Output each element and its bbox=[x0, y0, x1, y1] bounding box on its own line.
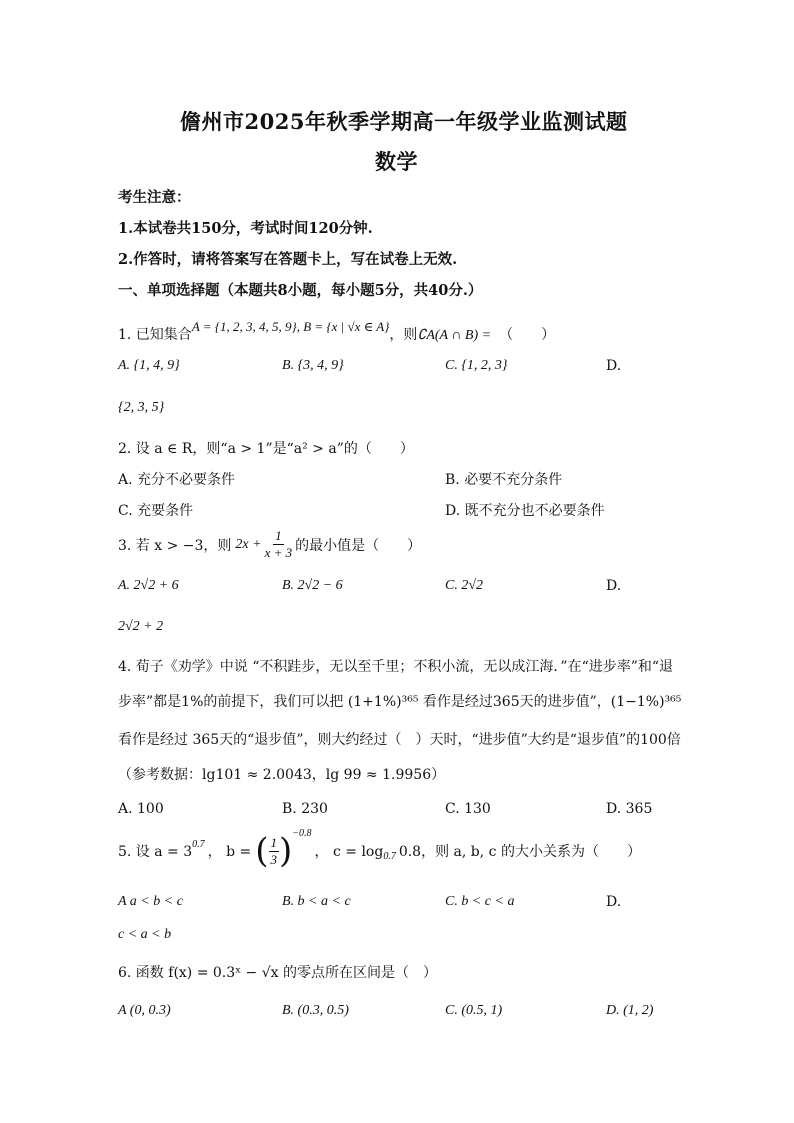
q3-suffix: 的最小值是（ ） bbox=[295, 537, 422, 554]
q1-expr: ∁A(A ∩ B) = bbox=[417, 328, 492, 343]
q4-option-c: C. 130 bbox=[445, 801, 491, 817]
q4-line-1: 4. 荀子《劝学》中说 “不积跬步，无以至千里；不积小流，无以成江海．”在“进步率”和“退 bbox=[118, 659, 674, 675]
q5-prefix: 5. 设 a = 3 bbox=[118, 844, 193, 860]
q2-option-b: B. 必要不充分条件 bbox=[445, 472, 563, 488]
q2-option-a: A. 充分不必要条件 bbox=[118, 472, 236, 488]
q5-c-val: 0.8，则 a, b, c 的大小关系为（ ） bbox=[398, 844, 641, 860]
q5-b-paren-open: ( bbox=[255, 831, 269, 871]
q1-paren: （ ） bbox=[499, 327, 556, 343]
q5-b-paren-close: ) bbox=[279, 831, 293, 871]
section-heading: 一、单项选择题（本题共8小题，每小题5分，共40分.） bbox=[118, 282, 483, 299]
notice-item-1: 1.本试卷共150分，考试时间120分钟. bbox=[118, 220, 373, 237]
q5-c-base: 0.7 bbox=[383, 850, 396, 862]
q6-option-a: A (0, 0.3) bbox=[118, 1003, 171, 1018]
q5-option-c: C. b < c < a bbox=[445, 894, 515, 909]
q3-fraction bbox=[265, 528, 293, 561]
q1-set-a: A = {1, 2, 3, 4, 5, 9} bbox=[191, 319, 297, 334]
q3-option-a: A. 2√2 + 6 bbox=[118, 578, 179, 593]
q1-option-d-value: {2, 3, 5} bbox=[118, 400, 165, 415]
q1-option-b: B. {3, 4, 9} bbox=[282, 358, 344, 373]
q5-option-a: A a < b < c bbox=[118, 894, 183, 909]
subject-title: 数学 bbox=[375, 149, 418, 174]
question-2: 2. 设 a ∈ R，则“a > 1”是“a² > a”的（ ） bbox=[118, 441, 414, 457]
q1-option-a: A. {1, 4, 9} bbox=[118, 358, 180, 373]
exam-title: 儋州市2025年秋季学期高一年级学业监测试题 bbox=[180, 109, 628, 134]
question-3 bbox=[118, 528, 421, 561]
question-6: 6. 函数 f(x) = 0.3ˣ − √x 的零点所在区间是（ ） bbox=[118, 965, 437, 981]
q5-b-fraction bbox=[269, 835, 280, 868]
q4-option-a: A. 100 bbox=[118, 801, 164, 817]
q3-frac-den: x + 3 bbox=[264, 545, 293, 560]
q1-option-c: C. {1, 2, 3} bbox=[445, 358, 508, 373]
notice-heading: 考生注意： bbox=[118, 189, 191, 206]
q5-option-b: B. b < a < c bbox=[282, 894, 351, 909]
q5-c-pre: ， c = log bbox=[314, 844, 384, 860]
q4-line-4: （参考数据：lg101 ≈ 2.0043，lg 99 ≈ 1.9956） bbox=[118, 767, 446, 783]
q5-b-num: 1 bbox=[270, 834, 278, 850]
q4-option-d: D. 365 bbox=[606, 801, 653, 817]
q3-option-d: D. bbox=[606, 578, 622, 594]
q4-line-3: 看作是经过 365天的“退步值”，则大约经过（ ）天时，“进步值”大约是“退步值”的100倍 bbox=[118, 732, 681, 748]
q5-option-d-value: c < a < b bbox=[118, 927, 172, 942]
q1-set-b: , B = {x | √x ∈ A} bbox=[296, 319, 390, 334]
q3-expr-lhs: 2x + bbox=[235, 536, 262, 552]
q1-tail: ，则 bbox=[389, 327, 418, 343]
q6-option-d: D. (1, 2) bbox=[606, 1003, 654, 1018]
q5-b-den: 3 bbox=[270, 851, 278, 867]
q5-option-d: D. bbox=[606, 894, 622, 910]
q3-option-d-value: 2√2 + 2 bbox=[118, 619, 164, 634]
q4-line-2: 步率”都是1%的前提下，我们可以把 (1+1%)³⁶⁵ 看作是经过365天的进步值”，(1−1%)³⁶⁵ bbox=[118, 694, 682, 710]
q3-frac-num: 1 bbox=[275, 528, 282, 543]
q3-prefix: 3. 若 x > −3，则 bbox=[118, 537, 232, 554]
q3-option-c: C. 2√2 bbox=[445, 578, 484, 593]
q5-b-pre: ， b = bbox=[207, 844, 252, 860]
q2-option-d: D. 既不充分也不必要条件 bbox=[445, 503, 605, 519]
q2-option-c: C. 充要条件 bbox=[118, 503, 194, 519]
q4-option-b: B. 230 bbox=[282, 801, 328, 817]
q5-a-exp: 0.7 bbox=[192, 838, 205, 850]
question-1 bbox=[118, 319, 556, 344]
q1-prefix: 1. 已知集合 bbox=[118, 327, 192, 343]
q3-option-b: B. 2√2 − 6 bbox=[282, 578, 343, 593]
q5-b-exp: −0.8 bbox=[292, 827, 312, 839]
question-5 bbox=[118, 827, 641, 871]
q6-option-c: C. (0.5, 1) bbox=[445, 1003, 503, 1018]
q1-option-d: D. bbox=[606, 358, 622, 374]
notice-item-2: 2.作答时，请将答案写在答题卡上，写在试卷上无效. bbox=[118, 251, 458, 268]
q6-option-b: B. (0.3, 0.5) bbox=[282, 1003, 349, 1018]
